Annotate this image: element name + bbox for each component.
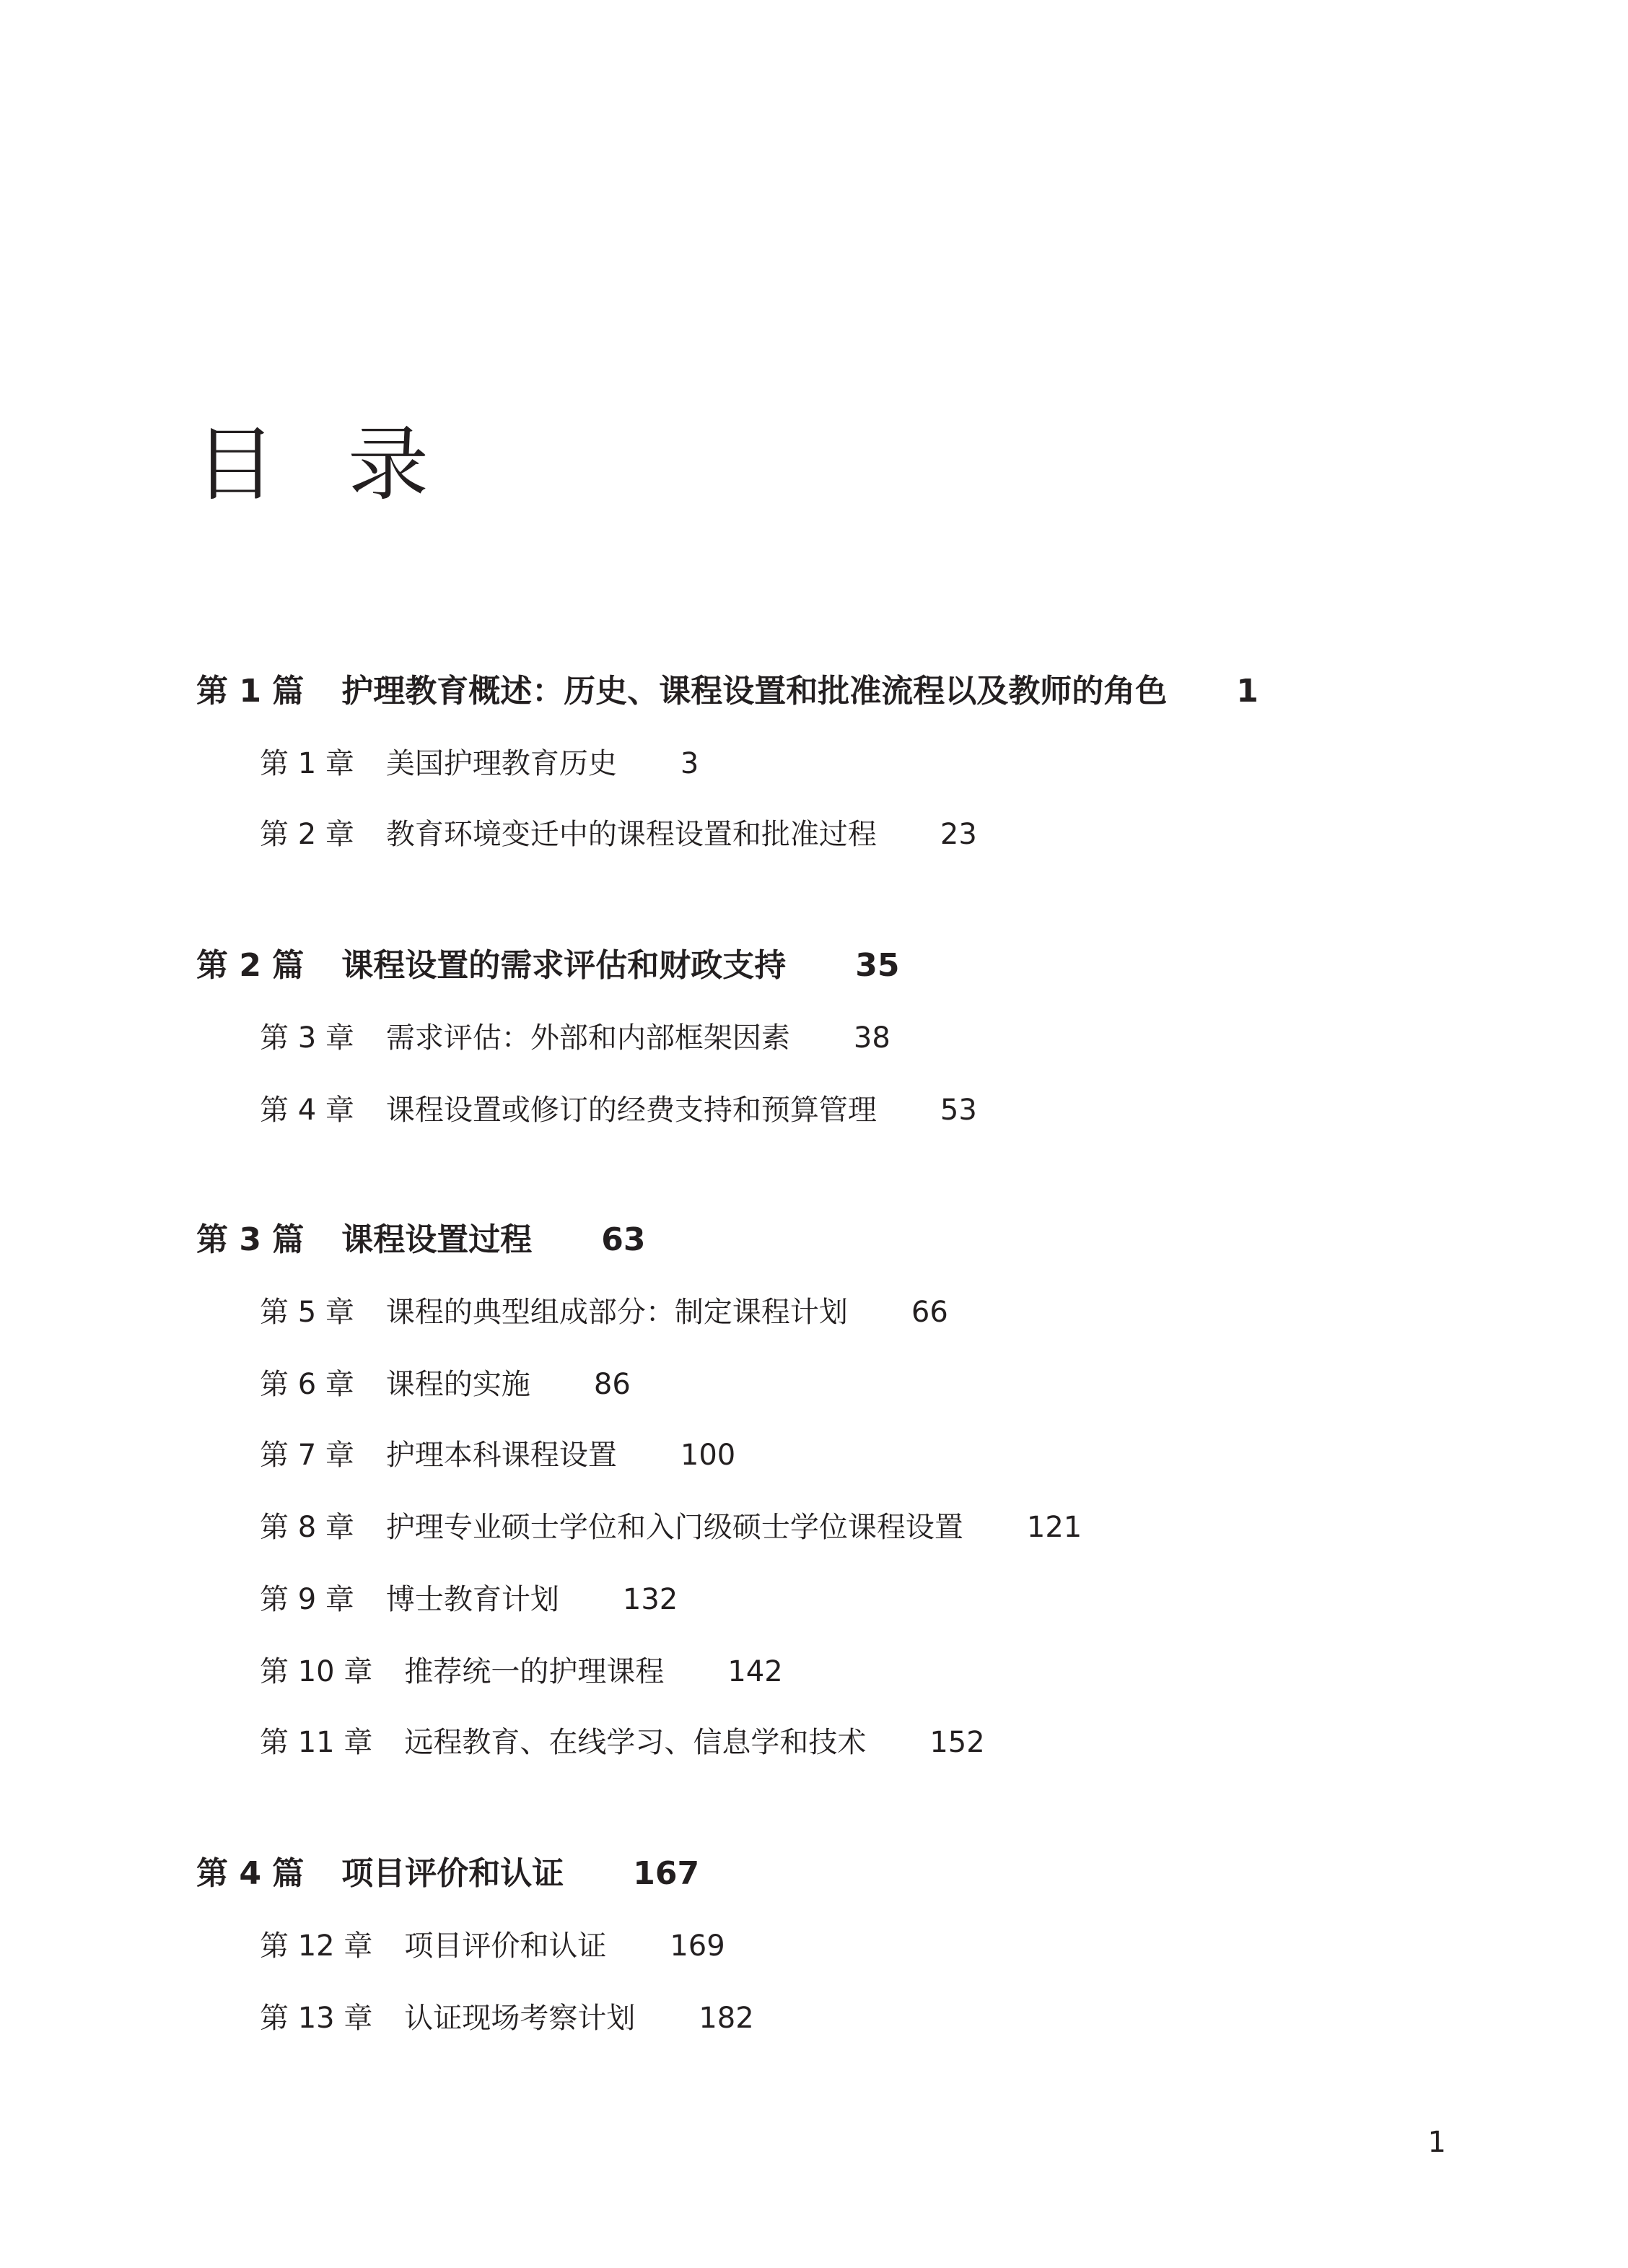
toc-page-number: 63 [601, 1221, 646, 1258]
toc-chapter-label: 第 1 章 [260, 747, 354, 780]
toc-page-number: 86 [593, 1368, 631, 1401]
toc-chapter-label: 第 9 章 [260, 1583, 354, 1616]
toc-chapter-label: 第 7 章 [260, 1439, 354, 1472]
page-title-char: 录 [348, 418, 429, 512]
toc-chapter-label: 第 2 章 [260, 818, 354, 851]
toc-chapter-title: 项目评价和认证 [404, 1929, 607, 1963]
toc-part-4 [196, 1852, 699, 1896]
toc-chapter-title: 远程教育、在线学习、信息学和技术 [404, 1726, 867, 1759]
toc-chapter-title: 课程设置或修订的经费支持和预算管理 [385, 1094, 877, 1127]
toc-chapter-8 [260, 1506, 1082, 1549]
toc-chapter-title: 需求评估：外部和内部框架因素 [385, 1021, 790, 1055]
toc-chapter-title: 课程的实施 [385, 1368, 530, 1401]
toc-chapter-title: 博士教育计划 [385, 1583, 559, 1616]
toc-part-title: 课程设置过程 [341, 1221, 533, 1258]
toc-chapter-label: 第 3 章 [260, 1021, 354, 1055]
toc-chapter-label: 第 10 章 [260, 1655, 373, 1688]
toc-page-number: 1 [1236, 673, 1259, 710]
toc-chapter-2 [260, 813, 977, 856]
toc-part-label: 第 1 篇 [196, 673, 305, 710]
toc-chapter-title: 护理专业硕士学位和入门级硕士学位课程设置 [385, 1511, 963, 1544]
toc-page-number: 100 [680, 1439, 736, 1472]
toc-page-number: 121 [1026, 1511, 1082, 1544]
toc-part-3 [196, 1218, 646, 1262]
toc-chapter-label: 第 4 章 [260, 1094, 354, 1127]
page-title-char: 目 [195, 418, 276, 512]
toc-chapter-title: 教育环境变迁中的课程设置和批准过程 [385, 818, 877, 851]
toc-chapter-label: 第 13 章 [260, 2002, 373, 2035]
toc-chapter-5 [260, 1291, 948, 1334]
toc-part-label: 第 4 篇 [196, 1855, 305, 1892]
toc-part-title: 课程设置的需求评估和财政支持 [341, 947, 787, 984]
toc-page-number: 3 [680, 747, 699, 780]
toc-page-number: 167 [633, 1855, 700, 1892]
toc-part-1 [196, 670, 1259, 713]
toc-chapter-13 [260, 1997, 754, 2040]
toc-chapter-4 [260, 1089, 977, 1132]
toc-part-2 [196, 944, 900, 987]
toc-page-number: 169 [670, 1929, 725, 1963]
toc-chapter-title: 课程的典型组成部分：制定课程计划 [385, 1296, 848, 1329]
toc-part-label: 第 2 篇 [196, 947, 305, 984]
toc-part-title: 护理教育概述：历史、课程设置和批准流程以及教师的角色 [341, 673, 1168, 710]
toc-page-number: 142 [727, 1655, 783, 1688]
toc-page-number: 53 [940, 1094, 977, 1127]
toc-page-number: 35 [855, 947, 900, 984]
toc-chapter-label: 第 5 章 [260, 1296, 354, 1329]
toc-page-number: 152 [929, 1726, 985, 1759]
toc-chapter-title: 护理本科课程设置 [385, 1439, 617, 1472]
toc-chapter-3 [260, 1016, 890, 1060]
toc-part-title: 项目评价和认证 [341, 1855, 564, 1892]
toc-page-number: 182 [699, 2002, 754, 2035]
toc-page-number: 66 [911, 1296, 948, 1329]
toc-chapter-title: 美国护理教育历史 [385, 747, 617, 780]
toc-chapter-6 [260, 1363, 631, 1406]
toc-chapter-label: 第 12 章 [260, 1929, 373, 1963]
toc-chapter-title: 认证现场考察计划 [404, 2002, 636, 2035]
toc-page-number: 23 [940, 818, 977, 851]
toc-chapter-1 [260, 742, 699, 785]
page-number: 1 [1427, 2126, 1446, 2159]
toc-chapter-12 [260, 1924, 725, 1968]
toc-page-number: 38 [853, 1021, 890, 1055]
toc-chapter-10 [260, 1650, 783, 1693]
toc-chapter-label: 第 6 章 [260, 1368, 354, 1401]
toc-chapter-7 [260, 1434, 735, 1477]
toc-chapter-label: 第 8 章 [260, 1511, 354, 1544]
toc-part-label: 第 3 篇 [196, 1221, 305, 1258]
toc-chapter-11 [260, 1721, 985, 1764]
toc-chapter-title: 推荐统一的护理课程 [404, 1655, 665, 1688]
toc-page-number: 132 [622, 1583, 678, 1616]
toc-chapter-9 [260, 1578, 678, 1621]
toc-chapter-label: 第 11 章 [260, 1726, 373, 1759]
